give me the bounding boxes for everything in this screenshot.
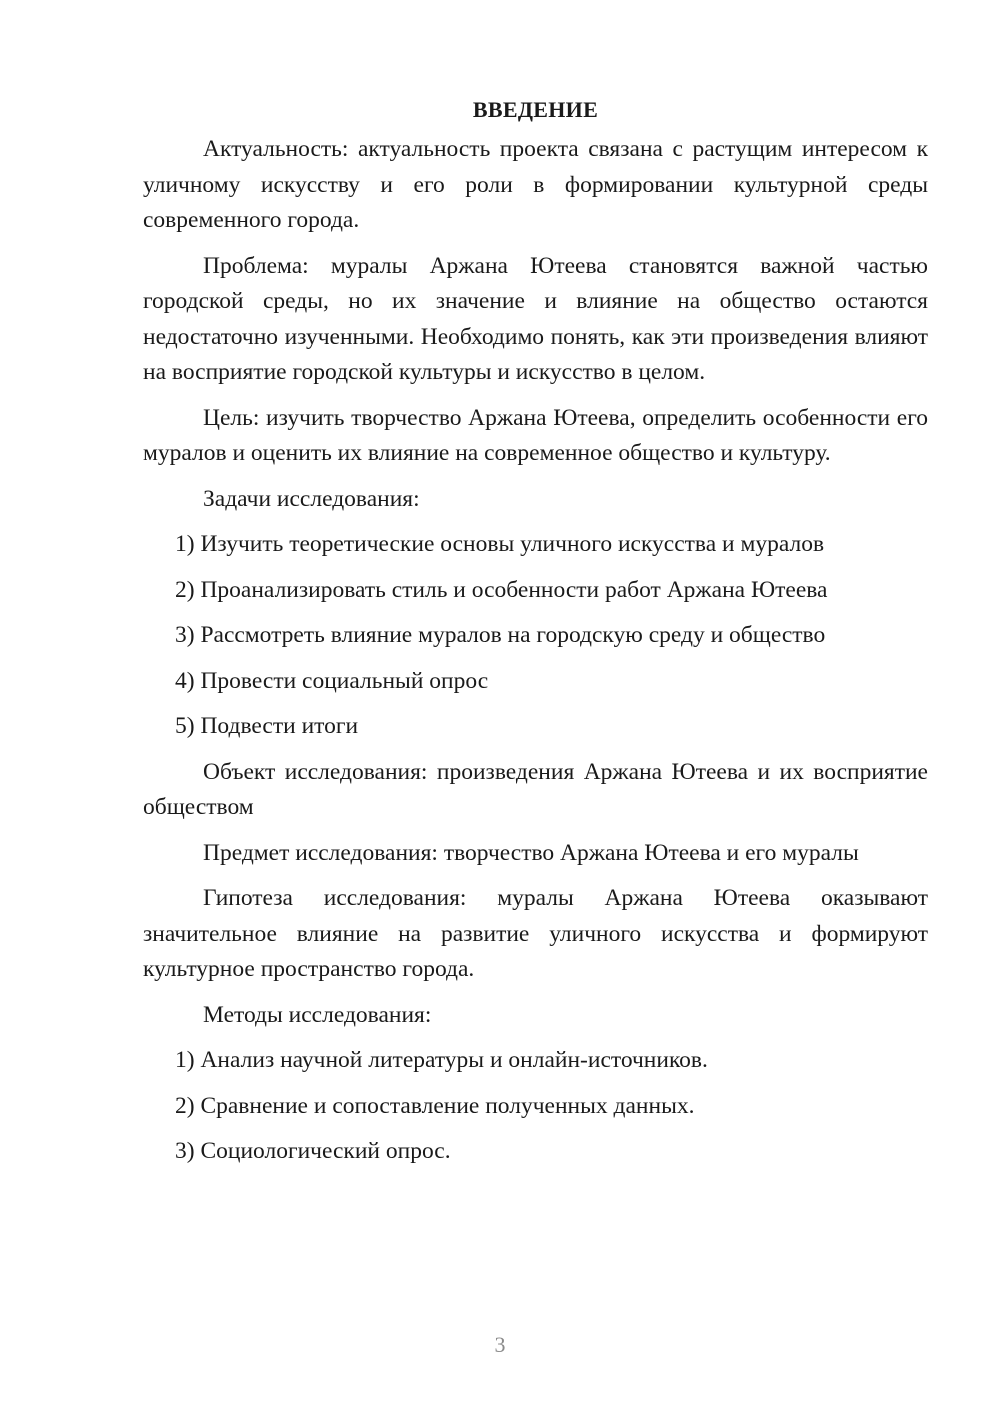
tasks-list: [143, 527, 928, 745]
methods-list: [143, 1043, 928, 1170]
list-item: 2) Сравнение и сопоставление полученных данных.: [175, 1092, 695, 1119]
methods-heading: Методы исследования:: [203, 1001, 432, 1028]
document-page: [143, 92, 928, 1180]
list-item: 1) Анализ научной литературы и онлайн-источников.: [175, 1047, 708, 1073]
list-item: 5) Подвести итоги: [175, 713, 359, 739]
tasks-heading: Задачи исследования:: [203, 485, 420, 512]
section-title: ВВЕДЕНИЕ: [472, 97, 599, 122]
object-paragraph: Объект исследования: произведения Аржана Ютеева и их восприятие обществом: [143, 758, 928, 820]
problem-paragraph: Проблема: муралы Аржана Ютеева становятся важной частью городской среды, но их значение и влияние на общество остаются недостаточно изученными. Необходимо понять, как эти произведения влияют на восприятие городской культуры и искусство в целом.: [143, 252, 928, 385]
page-number: 3: [494, 1332, 506, 1357]
goal-paragraph: Цель: изучить творчество Аржана Ютеева, определить особенности его муралов и оценить их влияние на современное общество и культуру.: [143, 404, 928, 466]
list-item: 3) Социологический опрос.: [175, 1138, 451, 1164]
list-item: 1) Изучить теоретические основы уличного искусства и муралов: [175, 531, 825, 557]
list-item: 3) Рассмотреть влияние муралов на городскую среду и общество: [175, 622, 826, 648]
list-item: 4) Провести социальный опрос: [175, 667, 489, 694]
relevance-paragraph: Актуальность: актуальность проекта связана с растущим интересом к уличному искусству и его роли в формировании культурной среды современного города.: [143, 136, 928, 233]
hypothesis-paragraph: Гипотеза исследования: муралы Аржана Ютеева оказывают значительное влияние на развитие уличного искусства и формируют культурное пространство города.: [143, 885, 928, 982]
list-item: 2) Проанализировать стиль и особенности работ Аржана Ютеева: [175, 576, 828, 603]
subject-paragraph: Предмет исследования: творчество Аржана Ютеева и его муралы: [203, 839, 859, 866]
